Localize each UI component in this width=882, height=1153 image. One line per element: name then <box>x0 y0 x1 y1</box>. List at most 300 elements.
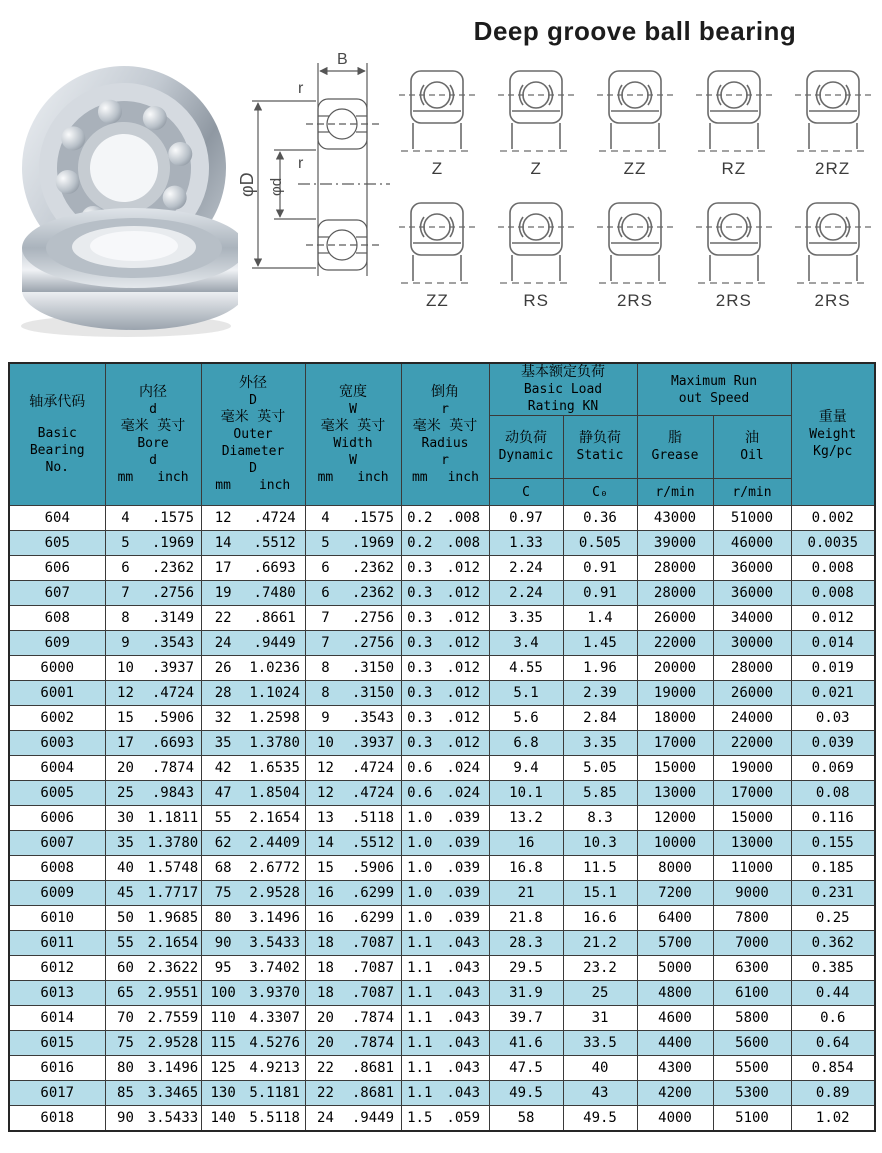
cell-dynamic-load: 31.9 <box>489 981 563 1006</box>
cell-dynamic-load: 3.35 <box>489 606 563 631</box>
cell-dynamic-load: 21.8 <box>489 906 563 931</box>
cell-bore: 5 .1969 <box>105 531 201 556</box>
col-header-grease-unit: r/min <box>637 479 713 506</box>
cell-weight: 0.231 <box>791 881 875 906</box>
table-row <box>9 706 875 731</box>
cell-oil-speed: 9000 <box>713 881 791 906</box>
cell-width: 15 .5906 <box>305 856 401 881</box>
col-header-oil-unit: r/min <box>713 479 791 506</box>
dim-label-r-mid: r <box>298 155 304 172</box>
cell-width: 14 .5512 <box>305 831 401 856</box>
cell-weight: 0.64 <box>791 1031 875 1056</box>
cell-static-load: 43 <box>563 1081 637 1106</box>
table-row <box>9 631 875 656</box>
cell-grease-speed: 5700 <box>637 931 713 956</box>
col-header-static: 静负荷 Static <box>563 416 637 479</box>
cell-dynamic-load: 9.4 <box>489 756 563 781</box>
cell-radius: 1.0 .039 <box>401 831 489 856</box>
table-row <box>9 581 875 606</box>
cell-radius: 1.1 .043 <box>401 956 489 981</box>
bearing-type-row2 <box>388 183 882 311</box>
cell-oil-speed: 6100 <box>713 981 791 1006</box>
cell-radius: 0.2 .008 <box>401 506 489 531</box>
cell-radius: 0.3 .012 <box>401 731 489 756</box>
bearing-schematic-icon <box>792 65 874 159</box>
cell-oil-speed: 5600 <box>713 1031 791 1056</box>
col-header-weight: 重量 Weight Kg/pc <box>791 363 875 506</box>
cell-bore: 45 1.7717 <box>105 881 201 906</box>
cell-grease-speed: 10000 <box>637 831 713 856</box>
cell-bearing-no: 6007 <box>9 831 105 856</box>
cell-outer-diameter: 115 4.5276 <box>201 1031 305 1056</box>
table-row <box>9 681 875 706</box>
cell-width: 22 .8681 <box>305 1056 401 1081</box>
cell-weight: 0.008 <box>791 581 875 606</box>
bearing-type-item <box>488 65 584 179</box>
spec-table <box>8 362 876 1132</box>
bearing-type-label: 2RS <box>814 291 851 310</box>
table-row <box>9 1106 875 1132</box>
cell-dynamic-load: 10.1 <box>489 781 563 806</box>
cell-weight: 0.385 <box>791 956 875 981</box>
cell-static-load: 33.5 <box>563 1031 637 1056</box>
cell-weight: 0.0035 <box>791 531 875 556</box>
right-panel <box>388 0 882 360</box>
cell-weight: 0.89 <box>791 1081 875 1106</box>
cell-radius: 1.1 .043 <box>401 931 489 956</box>
cell-grease-speed: 15000 <box>637 756 713 781</box>
cell-outer-diameter: 62 2.4409 <box>201 831 305 856</box>
bearing-type-label: RS <box>523 291 549 310</box>
cell-bearing-no: 6008 <box>9 856 105 881</box>
cell-outer-diameter: 35 1.3780 <box>201 731 305 756</box>
cell-width: 20 .7874 <box>305 1031 401 1056</box>
cell-outer-diameter: 14 .5512 <box>201 531 305 556</box>
cell-outer-diameter: 22 .8661 <box>201 606 305 631</box>
cell-width: 24 .9449 <box>305 1106 401 1132</box>
cell-static-load: 15.1 <box>563 881 637 906</box>
cell-outer-diameter: 55 2.1654 <box>201 806 305 831</box>
cell-oil-speed: 5500 <box>713 1056 791 1081</box>
cell-grease-speed: 43000 <box>637 506 713 531</box>
col-header-outer-diameter: 外径 D 毫米 英寸 Outer Diameter D mm inch <box>201 363 305 506</box>
cell-oil-speed: 24000 <box>713 706 791 731</box>
cell-bearing-no: 6005 <box>9 781 105 806</box>
col-header-bearing-no: 轴承代码 Basic Bearing No. <box>9 363 105 506</box>
cell-width: 18 .7087 <box>305 981 401 1006</box>
bearing-type-item <box>587 65 683 179</box>
cell-radius: 0.6 .024 <box>401 756 489 781</box>
cell-static-load: 40 <box>563 1056 637 1081</box>
bearing-type-item <box>488 197 584 311</box>
cell-weight: 0.014 <box>791 631 875 656</box>
cell-dynamic-load: 2.24 <box>489 556 563 581</box>
cell-radius: 0.3 .012 <box>401 581 489 606</box>
cell-bearing-no: 605 <box>9 531 105 556</box>
cell-bore: 6 .2362 <box>105 556 201 581</box>
cell-width: 8 .3150 <box>305 656 401 681</box>
cell-static-load: 25 <box>563 981 637 1006</box>
cell-grease-speed: 8000 <box>637 856 713 881</box>
cell-dynamic-load: 16.8 <box>489 856 563 881</box>
cell-oil-speed: 6300 <box>713 956 791 981</box>
cell-outer-diameter: 110 4.3307 <box>201 1006 305 1031</box>
cell-grease-speed: 6400 <box>637 906 713 931</box>
cell-oil-speed: 5300 <box>713 1081 791 1106</box>
table-row <box>9 606 875 631</box>
cell-radius: 1.1 .043 <box>401 1006 489 1031</box>
table-row <box>9 831 875 856</box>
cross-section-diagram <box>200 38 395 343</box>
bearing-type-item <box>587 197 683 311</box>
cell-weight: 0.019 <box>791 656 875 681</box>
cell-width: 8 .3150 <box>305 681 401 706</box>
cell-width: 10 .3937 <box>305 731 401 756</box>
table-row <box>9 1056 875 1081</box>
cell-bore: 12 .4724 <box>105 681 201 706</box>
cell-grease-speed: 5000 <box>637 956 713 981</box>
cell-static-load: 21.2 <box>563 931 637 956</box>
cell-dynamic-load: 2.24 <box>489 581 563 606</box>
cell-weight: 0.185 <box>791 856 875 881</box>
cell-static-load: 23.2 <box>563 956 637 981</box>
top-section <box>0 0 882 360</box>
cell-radius: 1.0 .039 <box>401 806 489 831</box>
table-row <box>9 1081 875 1106</box>
cell-bearing-no: 6011 <box>9 931 105 956</box>
cell-weight: 0.021 <box>791 681 875 706</box>
cell-oil-speed: 7000 <box>713 931 791 956</box>
cell-bore: 75 2.9528 <box>105 1031 201 1056</box>
col-header-bore: 内径 d 毫米 英寸 Bore d mm inch <box>105 363 201 506</box>
cell-dynamic-load: 41.6 <box>489 1031 563 1056</box>
col-header-width: 宽度 W 毫米 英寸 Width W mm inch <box>305 363 401 506</box>
cell-bearing-no: 6013 <box>9 981 105 1006</box>
cell-radius: 0.3 .012 <box>401 631 489 656</box>
col-header-basic-load: 基本额定负荷 Basic Load Rating KN <box>489 363 637 416</box>
cell-static-load: 8.3 <box>563 806 637 831</box>
table-row <box>9 856 875 881</box>
cell-bore: 8 .3149 <box>105 606 201 631</box>
cell-width: 13 .5118 <box>305 806 401 831</box>
cell-width: 6 .2362 <box>305 581 401 606</box>
cell-weight: 0.069 <box>791 756 875 781</box>
cell-radius: 1.0 .039 <box>401 881 489 906</box>
cell-oil-speed: 19000 <box>713 756 791 781</box>
cell-width: 7 .2756 <box>305 606 401 631</box>
cell-bearing-no: 6001 <box>9 681 105 706</box>
cell-oil-speed: 7800 <box>713 906 791 931</box>
cell-bearing-no: 6000 <box>9 656 105 681</box>
table-row <box>9 506 875 531</box>
cell-dynamic-load: 28.3 <box>489 931 563 956</box>
bearing-schematic-icon <box>396 65 478 159</box>
cell-grease-speed: 7200 <box>637 881 713 906</box>
cell-oil-speed: 13000 <box>713 831 791 856</box>
cell-static-load: 10.3 <box>563 831 637 856</box>
dim-label-phi-d-outer: φD <box>237 172 257 197</box>
cell-width: 12 .4724 <box>305 781 401 806</box>
cell-outer-diameter: 95 3.7402 <box>201 956 305 981</box>
col-header-max-runout-speed: Maximum Run out Speed <box>637 363 791 416</box>
table-row <box>9 1006 875 1031</box>
cell-grease-speed: 19000 <box>637 681 713 706</box>
cell-radius: 1.1 .043 <box>401 1056 489 1081</box>
cell-width: 12 .4724 <box>305 756 401 781</box>
bearing-type-item <box>785 65 881 179</box>
cell-grease-speed: 4600 <box>637 1006 713 1031</box>
bearing-schematic-icon <box>396 197 478 291</box>
cell-bearing-no: 6014 <box>9 1006 105 1031</box>
cell-static-load: 1.96 <box>563 656 637 681</box>
cell-grease-speed: 22000 <box>637 631 713 656</box>
cell-radius: 0.3 .012 <box>401 556 489 581</box>
cell-bearing-no: 6010 <box>9 906 105 931</box>
col-header-grease: 脂 Grease <box>637 416 713 479</box>
cell-dynamic-load: 0.97 <box>489 506 563 531</box>
cell-oil-speed: 11000 <box>713 856 791 881</box>
cell-dynamic-load: 39.7 <box>489 1006 563 1031</box>
cell-weight: 0.25 <box>791 906 875 931</box>
cell-radius: 1.1 .043 <box>401 1081 489 1106</box>
bearing-schematic-icon <box>594 197 676 291</box>
bearing-type-item <box>785 197 881 311</box>
bearing-schematic-icon <box>693 197 775 291</box>
col-header-c0: C₀ <box>563 479 637 506</box>
cell-grease-speed: 4000 <box>637 1106 713 1132</box>
cell-bearing-no: 6012 <box>9 956 105 981</box>
bearing-type-item <box>686 65 782 179</box>
col-header-oil: 油 Oil <box>713 416 791 479</box>
cell-bore: 70 2.7559 <box>105 1006 201 1031</box>
cell-bearing-no: 609 <box>9 631 105 656</box>
cell-oil-speed: 51000 <box>713 506 791 531</box>
cell-dynamic-load: 58 <box>489 1106 563 1132</box>
table-row <box>9 556 875 581</box>
cell-dynamic-load: 3.4 <box>489 631 563 656</box>
cell-oil-speed: 30000 <box>713 631 791 656</box>
cell-bore: 4 .1575 <box>105 506 201 531</box>
cell-weight: 0.44 <box>791 981 875 1006</box>
page-title: Deep groove ball bearing <box>473 16 797 46</box>
cell-static-load: 0.91 <box>563 581 637 606</box>
cell-static-load: 31 <box>563 1006 637 1031</box>
cell-static-load: 2.39 <box>563 681 637 706</box>
cell-static-load: 49.5 <box>563 1106 637 1132</box>
cell-radius: 1.0 .039 <box>401 906 489 931</box>
cell-oil-speed: 36000 <box>713 581 791 606</box>
cell-static-load: 0.505 <box>563 531 637 556</box>
cell-grease-speed: 4200 <box>637 1081 713 1106</box>
bearing-type-label: Z <box>431 159 444 178</box>
table-row <box>9 906 875 931</box>
cell-outer-diameter: 140 5.5118 <box>201 1106 305 1132</box>
bearing-type-label: ZZ <box>623 159 647 178</box>
cell-outer-diameter: 90 3.5433 <box>201 931 305 956</box>
cell-static-load: 5.05 <box>563 756 637 781</box>
cell-weight: 0.012 <box>791 606 875 631</box>
cell-bore: 55 2.1654 <box>105 931 201 956</box>
cell-bore: 35 1.3780 <box>105 831 201 856</box>
cell-grease-speed: 39000 <box>637 531 713 556</box>
cell-static-load: 0.36 <box>563 506 637 531</box>
bearing-schematic-icon <box>792 197 874 291</box>
cell-width: 18 .7087 <box>305 956 401 981</box>
cell-radius: 0.3 .012 <box>401 656 489 681</box>
bearing-schematic-icon <box>495 65 577 159</box>
cell-static-load: 1.4 <box>563 606 637 631</box>
cell-dynamic-load: 16 <box>489 831 563 856</box>
cell-bore: 65 2.9551 <box>105 981 201 1006</box>
cell-width: 6 .2362 <box>305 556 401 581</box>
cell-bore: 9 .3543 <box>105 631 201 656</box>
cell-outer-diameter: 32 1.2598 <box>201 706 305 731</box>
cell-weight: 0.008 <box>791 556 875 581</box>
cell-outer-diameter: 19 .7480 <box>201 581 305 606</box>
cell-width: 16 .6299 <box>305 881 401 906</box>
cell-grease-speed: 12000 <box>637 806 713 831</box>
cell-outer-diameter: 75 2.9528 <box>201 881 305 906</box>
bearing-type-label: 2RS <box>616 291 654 310</box>
cell-outer-diameter: 12 .4724 <box>201 506 305 531</box>
bearing-type-label: Z <box>530 159 542 178</box>
cell-bearing-no: 607 <box>9 581 105 606</box>
cell-weight: 0.6 <box>791 1006 875 1031</box>
cell-bore: 80 3.1496 <box>105 1056 201 1081</box>
bearing-schematic-icon <box>693 65 775 159</box>
cell-bearing-no: 6015 <box>9 1031 105 1056</box>
cell-bore: 10 .3937 <box>105 656 201 681</box>
cell-dynamic-load: 6.8 <box>489 731 563 756</box>
cell-oil-speed: 22000 <box>713 731 791 756</box>
cell-oil-speed: 5800 <box>713 1006 791 1031</box>
cell-weight: 0.362 <box>791 931 875 956</box>
cell-dynamic-load: 13.2 <box>489 806 563 831</box>
cell-grease-speed: 4800 <box>637 981 713 1006</box>
cell-oil-speed: 17000 <box>713 781 791 806</box>
cell-grease-speed: 20000 <box>637 656 713 681</box>
cell-bearing-no: 608 <box>9 606 105 631</box>
cell-dynamic-load: 49.5 <box>489 1081 563 1106</box>
cell-oil-speed: 28000 <box>713 656 791 681</box>
cell-outer-diameter: 28 1.1024 <box>201 681 305 706</box>
cell-static-load: 11.5 <box>563 856 637 881</box>
cell-outer-diameter: 26 1.0236 <box>201 656 305 681</box>
bearing-type-label: ZZ <box>426 291 449 310</box>
cell-static-load: 16.6 <box>563 906 637 931</box>
cell-width: 16 .6299 <box>305 906 401 931</box>
cell-grease-speed: 28000 <box>637 556 713 581</box>
table-row <box>9 756 875 781</box>
cell-outer-diameter: 100 3.9370 <box>201 981 305 1006</box>
cell-radius: 0.2 .008 <box>401 531 489 556</box>
table-row <box>9 981 875 1006</box>
cell-bore: 60 2.3622 <box>105 956 201 981</box>
cell-dynamic-load: 5.6 <box>489 706 563 731</box>
table-row <box>9 881 875 906</box>
cell-bearing-no: 606 <box>9 556 105 581</box>
cell-dynamic-load: 1.33 <box>489 531 563 556</box>
cell-bore: 40 1.5748 <box>105 856 201 881</box>
bearing-type-item <box>389 197 485 311</box>
cell-oil-speed: 5100 <box>713 1106 791 1132</box>
cell-static-load: 2.84 <box>563 706 637 731</box>
cell-width: 9 .3543 <box>305 706 401 731</box>
table-row <box>9 931 875 956</box>
cell-width: 5 .1969 <box>305 531 401 556</box>
cell-static-load: 5.85 <box>563 781 637 806</box>
cell-bearing-no: 6017 <box>9 1081 105 1106</box>
spec-table-body <box>9 506 875 1132</box>
cell-radius: 0.6 .024 <box>401 781 489 806</box>
spec-table-wrap <box>8 362 874 1132</box>
cell-grease-speed: 18000 <box>637 706 713 731</box>
cell-radius: 1.0 .039 <box>401 856 489 881</box>
table-row <box>9 956 875 981</box>
bearing-type-label: 2RS <box>715 291 752 310</box>
cell-weight: 1.02 <box>791 1106 875 1132</box>
cell-bore: 85 3.3465 <box>105 1081 201 1106</box>
col-header-radius: 倒角 r 毫米 英寸 Radius r mm inch <box>401 363 489 506</box>
cell-weight: 0.03 <box>791 706 875 731</box>
cell-radius: 0.3 .012 <box>401 681 489 706</box>
table-row <box>9 731 875 756</box>
cell-bore: 7 .2756 <box>105 581 201 606</box>
cell-static-load: 3.35 <box>563 731 637 756</box>
cell-oil-speed: 26000 <box>713 681 791 706</box>
table-row <box>9 656 875 681</box>
bearing-type-item <box>389 65 485 179</box>
cell-bearing-no: 6002 <box>9 706 105 731</box>
cell-dynamic-load: 5.1 <box>489 681 563 706</box>
cell-oil-speed: 46000 <box>713 531 791 556</box>
cell-bore: 25 .9843 <box>105 781 201 806</box>
cell-grease-speed: 13000 <box>637 781 713 806</box>
cell-weight: 0.002 <box>791 506 875 531</box>
bearing-type-row1 <box>388 51 882 179</box>
cell-width: 7 .2756 <box>305 631 401 656</box>
bearing-type-label: RZ <box>721 159 747 178</box>
cell-dynamic-load: 4.55 <box>489 656 563 681</box>
cell-outer-diameter: 42 1.6535 <box>201 756 305 781</box>
cell-width: 20 .7874 <box>305 1006 401 1031</box>
cell-radius: 0.3 .012 <box>401 606 489 631</box>
cell-bearing-no: 604 <box>9 506 105 531</box>
cell-grease-speed: 17000 <box>637 731 713 756</box>
cell-oil-speed: 36000 <box>713 556 791 581</box>
cell-outer-diameter: 80 3.1496 <box>201 906 305 931</box>
cell-bearing-no: 6009 <box>9 881 105 906</box>
cell-weight: 0.116 <box>791 806 875 831</box>
bearing-type-item <box>686 197 782 311</box>
cell-radius: 1.1 .043 <box>401 981 489 1006</box>
cell-bore: 90 3.5433 <box>105 1106 201 1132</box>
dim-label-phi-d-inner: φd <box>268 177 285 196</box>
cell-outer-diameter: 17 .6693 <box>201 556 305 581</box>
cell-radius: 1.1 .043 <box>401 1031 489 1056</box>
cell-dynamic-load: 21 <box>489 881 563 906</box>
cell-bearing-no: 6006 <box>9 806 105 831</box>
cell-weight: 0.854 <box>791 1056 875 1081</box>
cell-radius: 1.5 .059 <box>401 1106 489 1132</box>
bearing-schematic-icon <box>495 197 577 291</box>
cell-outer-diameter: 125 4.9213 <box>201 1056 305 1081</box>
cell-bore: 30 1.1811 <box>105 806 201 831</box>
cell-outer-diameter: 24 .9449 <box>201 631 305 656</box>
cell-bearing-no: 6003 <box>9 731 105 756</box>
dim-label-r-top: r <box>298 80 304 97</box>
cell-dynamic-load: 29.5 <box>489 956 563 981</box>
